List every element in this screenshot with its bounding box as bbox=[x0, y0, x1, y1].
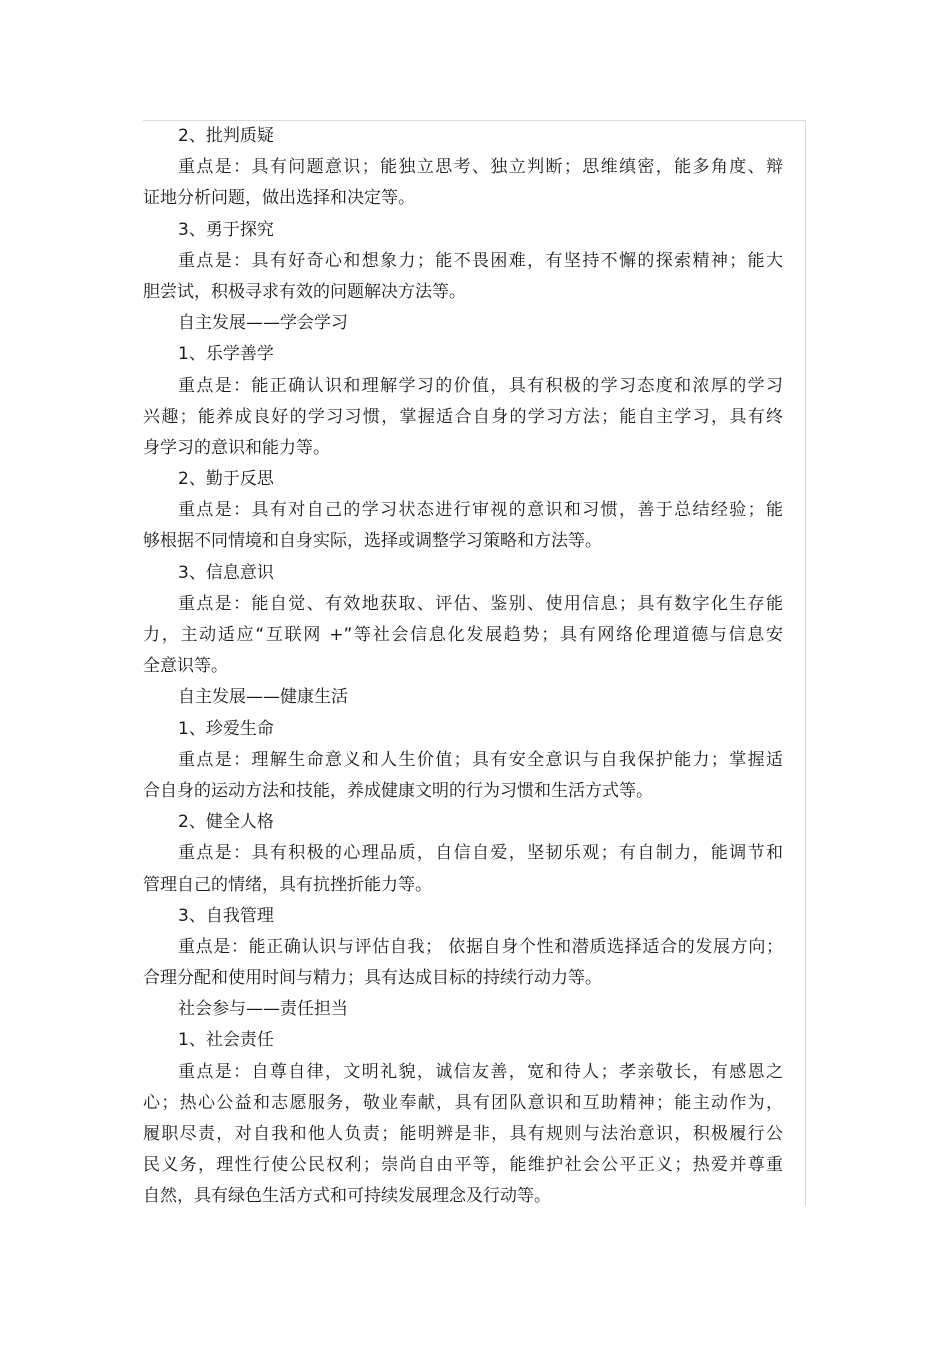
text-line: 胆尝试，积极寻求有效的问题解决方法等。 bbox=[143, 281, 466, 302]
text-line: 重点是：自尊自律，文明礼貌，诚信友善，宽和待人；孝亲敬长，有感恩之 bbox=[178, 1061, 783, 1082]
text-line: 1、乐学善学 bbox=[178, 344, 274, 365]
text-line: 3、自我管理 bbox=[178, 905, 274, 926]
text-line: 证地分析问题，做出选择和决定等。 bbox=[143, 188, 415, 209]
text-line: 重点是：具有好奇心和想象力；能不畏困难，有坚持不懈的探索精神；能大 bbox=[178, 250, 783, 271]
text-line: 2、勤于反思 bbox=[178, 469, 274, 490]
text-line: 民义务，理性行使公民权利；崇尚自由平等，能维护社会公平正义；热爱并尊重 bbox=[143, 1155, 783, 1176]
text-line: 全意识等。 bbox=[143, 656, 228, 677]
text-line: 社会参与——责任担当 bbox=[178, 999, 348, 1020]
text-line: 自然，具有绿色生活方式和可持续发展理念及行动等。 bbox=[143, 1186, 551, 1207]
text-line: 履职尽责，对自我和他人负责；能明辨是非，具有规则与法治意识，积极履行公 bbox=[143, 1124, 783, 1144]
text-line: 心；热心公益和志愿服务，敬业奉献，具有团队意识和互助精神；能主动作为， bbox=[143, 1092, 783, 1113]
text-line: 合理分配和使用时间与精力；具有达成目标的持续行动力等。 bbox=[143, 968, 602, 989]
text-line: 重点是：理解生命意义和人生价值；具有安全意识与自我保护能力；掌握适 bbox=[178, 749, 783, 770]
text-line: 身学习的意识和能力等。 bbox=[143, 437, 330, 458]
text-line: 重点是：具有积极的心理品质，自信自爱，坚韧乐观；有自制力，能调节和 bbox=[178, 843, 783, 864]
text-line: 3、信息意识 bbox=[178, 562, 274, 583]
text-line: 重点是：能自觉、有效地获取、评估、鉴别、使用信息；具有数字化生存能 bbox=[178, 593, 783, 614]
text-line: 重点是：能正确认识和理解学习的价值，具有积极的学习态度和浓厚的学习 bbox=[178, 375, 783, 396]
text-line: 自主发展——学会学习 bbox=[178, 313, 348, 334]
text-line: 力，主动适应“互联网 +”等社会信息化发展趋势；具有网络伦理道德与信息安 bbox=[143, 625, 783, 645]
text-line: 够根据不同情境和自身实际，选择或调整学习策略和方法等。 bbox=[143, 531, 602, 552]
text-line: 重点是：能正确认识与评估自我； 依据自身个性和潜质选择适合的发展方向； bbox=[178, 936, 783, 957]
text-line: 重点是：具有对自己的学习状态进行审视的意识和习惯，善于总结经验；能 bbox=[178, 500, 783, 521]
text-line: 2、批判质疑 bbox=[178, 126, 274, 146]
text-line: 合自身的运动方法和技能，养成健康文明的行为习惯和生活方式等。 bbox=[143, 780, 653, 801]
document-body bbox=[143, 121, 783, 1213]
text-line: 自主发展——健康生活 bbox=[178, 687, 348, 708]
text-line: 兴趣；能养成良好的学习习惯，掌握适合自身的学习方法；能自主学习，具有终 bbox=[143, 406, 783, 427]
text-line: 管理自己的情绪，具有抗挫折能力等。 bbox=[143, 874, 432, 895]
text-line: 重点是：具有问题意识；能独立思考、独立判断；思维缜密，能多角度、辩 bbox=[178, 157, 783, 178]
text-line: 3、勇于探究 bbox=[178, 219, 274, 240]
text-line: 2、健全人格 bbox=[178, 812, 274, 833]
text-line: 1、社会责任 bbox=[178, 1030, 274, 1051]
text-line: 1、珍爱生命 bbox=[178, 718, 274, 739]
